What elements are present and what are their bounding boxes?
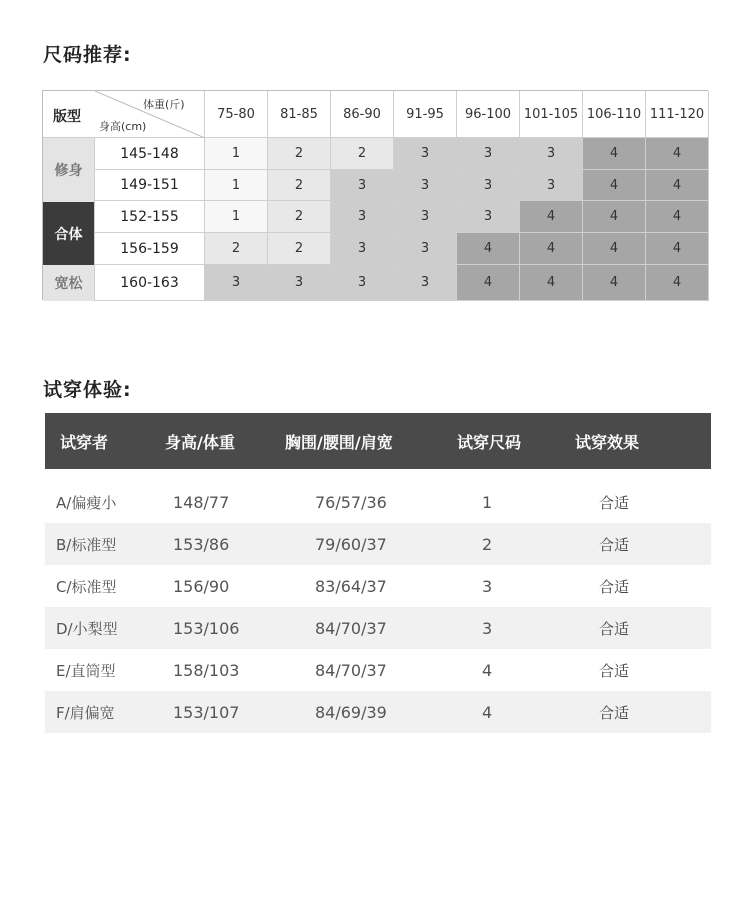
size-value-cell: 4 (646, 233, 709, 265)
measurements-cell: 79/60/37 (315, 534, 387, 554)
size-value-cell: 3 (520, 138, 583, 170)
weight-range-header: 111-120 (646, 91, 709, 138)
weight-range-header: 96-100 (457, 91, 520, 138)
table-row (45, 649, 711, 691)
height-range-cell: 145-148 (95, 138, 205, 170)
size-recommend-title: 尺码推荐: (43, 44, 132, 66)
size-value-cell: 2 (268, 138, 331, 170)
size-value-cell: 2 (268, 170, 331, 201)
size-value-cell: 4 (520, 233, 583, 265)
table-row (45, 691, 711, 733)
try-on-header-cell: 试穿者 (60, 432, 109, 452)
size-value-cell: 3 (331, 170, 394, 201)
size-value-cell: 2 (205, 233, 268, 265)
weight-range-header: 86-90 (331, 91, 394, 138)
try-effect-cell: 合适 (599, 493, 630, 512)
size-value-cell: 1 (205, 201, 268, 233)
fit-type-label: 修身 (43, 138, 95, 202)
size-value-cell: 4 (520, 265, 583, 301)
weight-range-header: 81-85 (268, 91, 331, 138)
try-effect-cell: 合适 (599, 661, 630, 680)
size-value-cell: 1 (205, 138, 268, 170)
try-on-header-cell: 身高/体重 (165, 432, 235, 452)
try-effect-cell: 合适 (599, 535, 630, 554)
size-value-cell: 4 (457, 233, 520, 265)
size-value-cell: 4 (583, 138, 646, 170)
size-value-cell: 4 (583, 170, 646, 201)
height-header: 身高(cm) (99, 120, 147, 133)
measurements-cell: 76/57/36 (315, 492, 387, 512)
size-value-cell: 3 (394, 233, 457, 265)
table-row (45, 607, 711, 649)
size-value-cell: 3 (331, 201, 394, 233)
size-value-cell: 4 (583, 265, 646, 301)
weight-range-header: 106-110 (583, 91, 646, 138)
height-range-cell: 156-159 (95, 233, 205, 265)
tester-name-cell: C/标准型 (56, 577, 117, 596)
table-row (45, 481, 711, 523)
try-size-cell: 3 (482, 618, 493, 638)
size-value-cell: 3 (394, 170, 457, 201)
try-size-cell: 4 (482, 660, 493, 680)
weight-range-header: 75-80 (205, 91, 268, 138)
table-row (45, 565, 711, 607)
size-value-cell: 2 (331, 138, 394, 170)
size-value-cell: 4 (520, 201, 583, 233)
size-value-cell: 3 (205, 265, 268, 301)
height-weight-cell: 158/103 (173, 660, 240, 680)
tester-name-cell: B/标准型 (56, 535, 117, 554)
height-range-cell: 152-155 (95, 201, 205, 233)
size-value-cell: 1 (205, 170, 268, 201)
try-size-cell: 3 (482, 576, 493, 596)
tester-name-cell: F/肩偏宽 (56, 703, 115, 722)
size-value-cell: 3 (520, 170, 583, 201)
size-value-cell: 4 (646, 138, 709, 170)
size-value-cell: 3 (394, 265, 457, 301)
size-value-cell: 3 (457, 138, 520, 170)
size-value-cell: 4 (583, 233, 646, 265)
measurements-cell: 83/64/37 (315, 576, 387, 596)
fit-type-label: 合体 (43, 202, 95, 265)
table-corner-header (43, 91, 205, 138)
weight-header: 体重(斤) (143, 98, 185, 111)
tester-name-cell: D/小梨型 (56, 619, 118, 638)
fit-type-header: 版型 (53, 109, 81, 125)
tester-name-cell: E/直筒型 (56, 661, 116, 680)
measurements-cell: 84/69/39 (315, 702, 387, 722)
table-row (45, 523, 711, 565)
try-on-header-cell: 试穿效果 (575, 432, 640, 452)
size-chart-table (42, 90, 708, 300)
size-value-cell: 3 (457, 201, 520, 233)
try-on-table-header (45, 413, 711, 469)
size-value-cell: 4 (457, 265, 520, 301)
size-value-cell: 4 (646, 201, 709, 233)
try-size-cell: 2 (482, 534, 493, 554)
fit-type-label: 宽松 (43, 265, 95, 301)
try-size-cell: 4 (482, 702, 493, 722)
height-weight-cell: 153/106 (173, 618, 240, 638)
height-weight-cell: 156/90 (173, 576, 230, 596)
size-value-cell: 2 (268, 201, 331, 233)
size-value-cell: 4 (646, 170, 709, 201)
height-range-cell: 149-151 (95, 170, 205, 201)
size-value-cell: 4 (583, 201, 646, 233)
height-weight-cell: 153/107 (173, 702, 240, 722)
size-value-cell: 3 (331, 233, 394, 265)
size-value-cell: 3 (268, 265, 331, 301)
try-on-header-cell: 胸围/腰围/肩宽 (285, 432, 393, 452)
try-size-cell: 1 (482, 492, 493, 512)
try-effect-cell: 合适 (599, 577, 630, 596)
tester-name-cell: A/偏瘦小 (56, 493, 117, 512)
size-value-cell: 2 (268, 233, 331, 265)
height-weight-cell: 148/77 (173, 492, 230, 512)
height-range-cell: 160-163 (95, 265, 205, 301)
try-on-title: 试穿体验: (43, 379, 132, 401)
weight-range-header: 91-95 (394, 91, 457, 138)
measurements-cell: 84/70/37 (315, 660, 387, 680)
size-value-cell: 3 (394, 138, 457, 170)
size-value-cell: 3 (394, 201, 457, 233)
try-effect-cell: 合适 (599, 619, 630, 638)
try-on-header-cell: 试穿尺码 (457, 432, 522, 452)
size-value-cell: 3 (331, 265, 394, 301)
weight-range-header: 101-105 (520, 91, 583, 138)
size-value-cell: 3 (457, 170, 520, 201)
try-effect-cell: 合适 (599, 703, 630, 722)
height-weight-cell: 153/86 (173, 534, 230, 554)
measurements-cell: 84/70/37 (315, 618, 387, 638)
size-value-cell: 4 (646, 265, 709, 301)
